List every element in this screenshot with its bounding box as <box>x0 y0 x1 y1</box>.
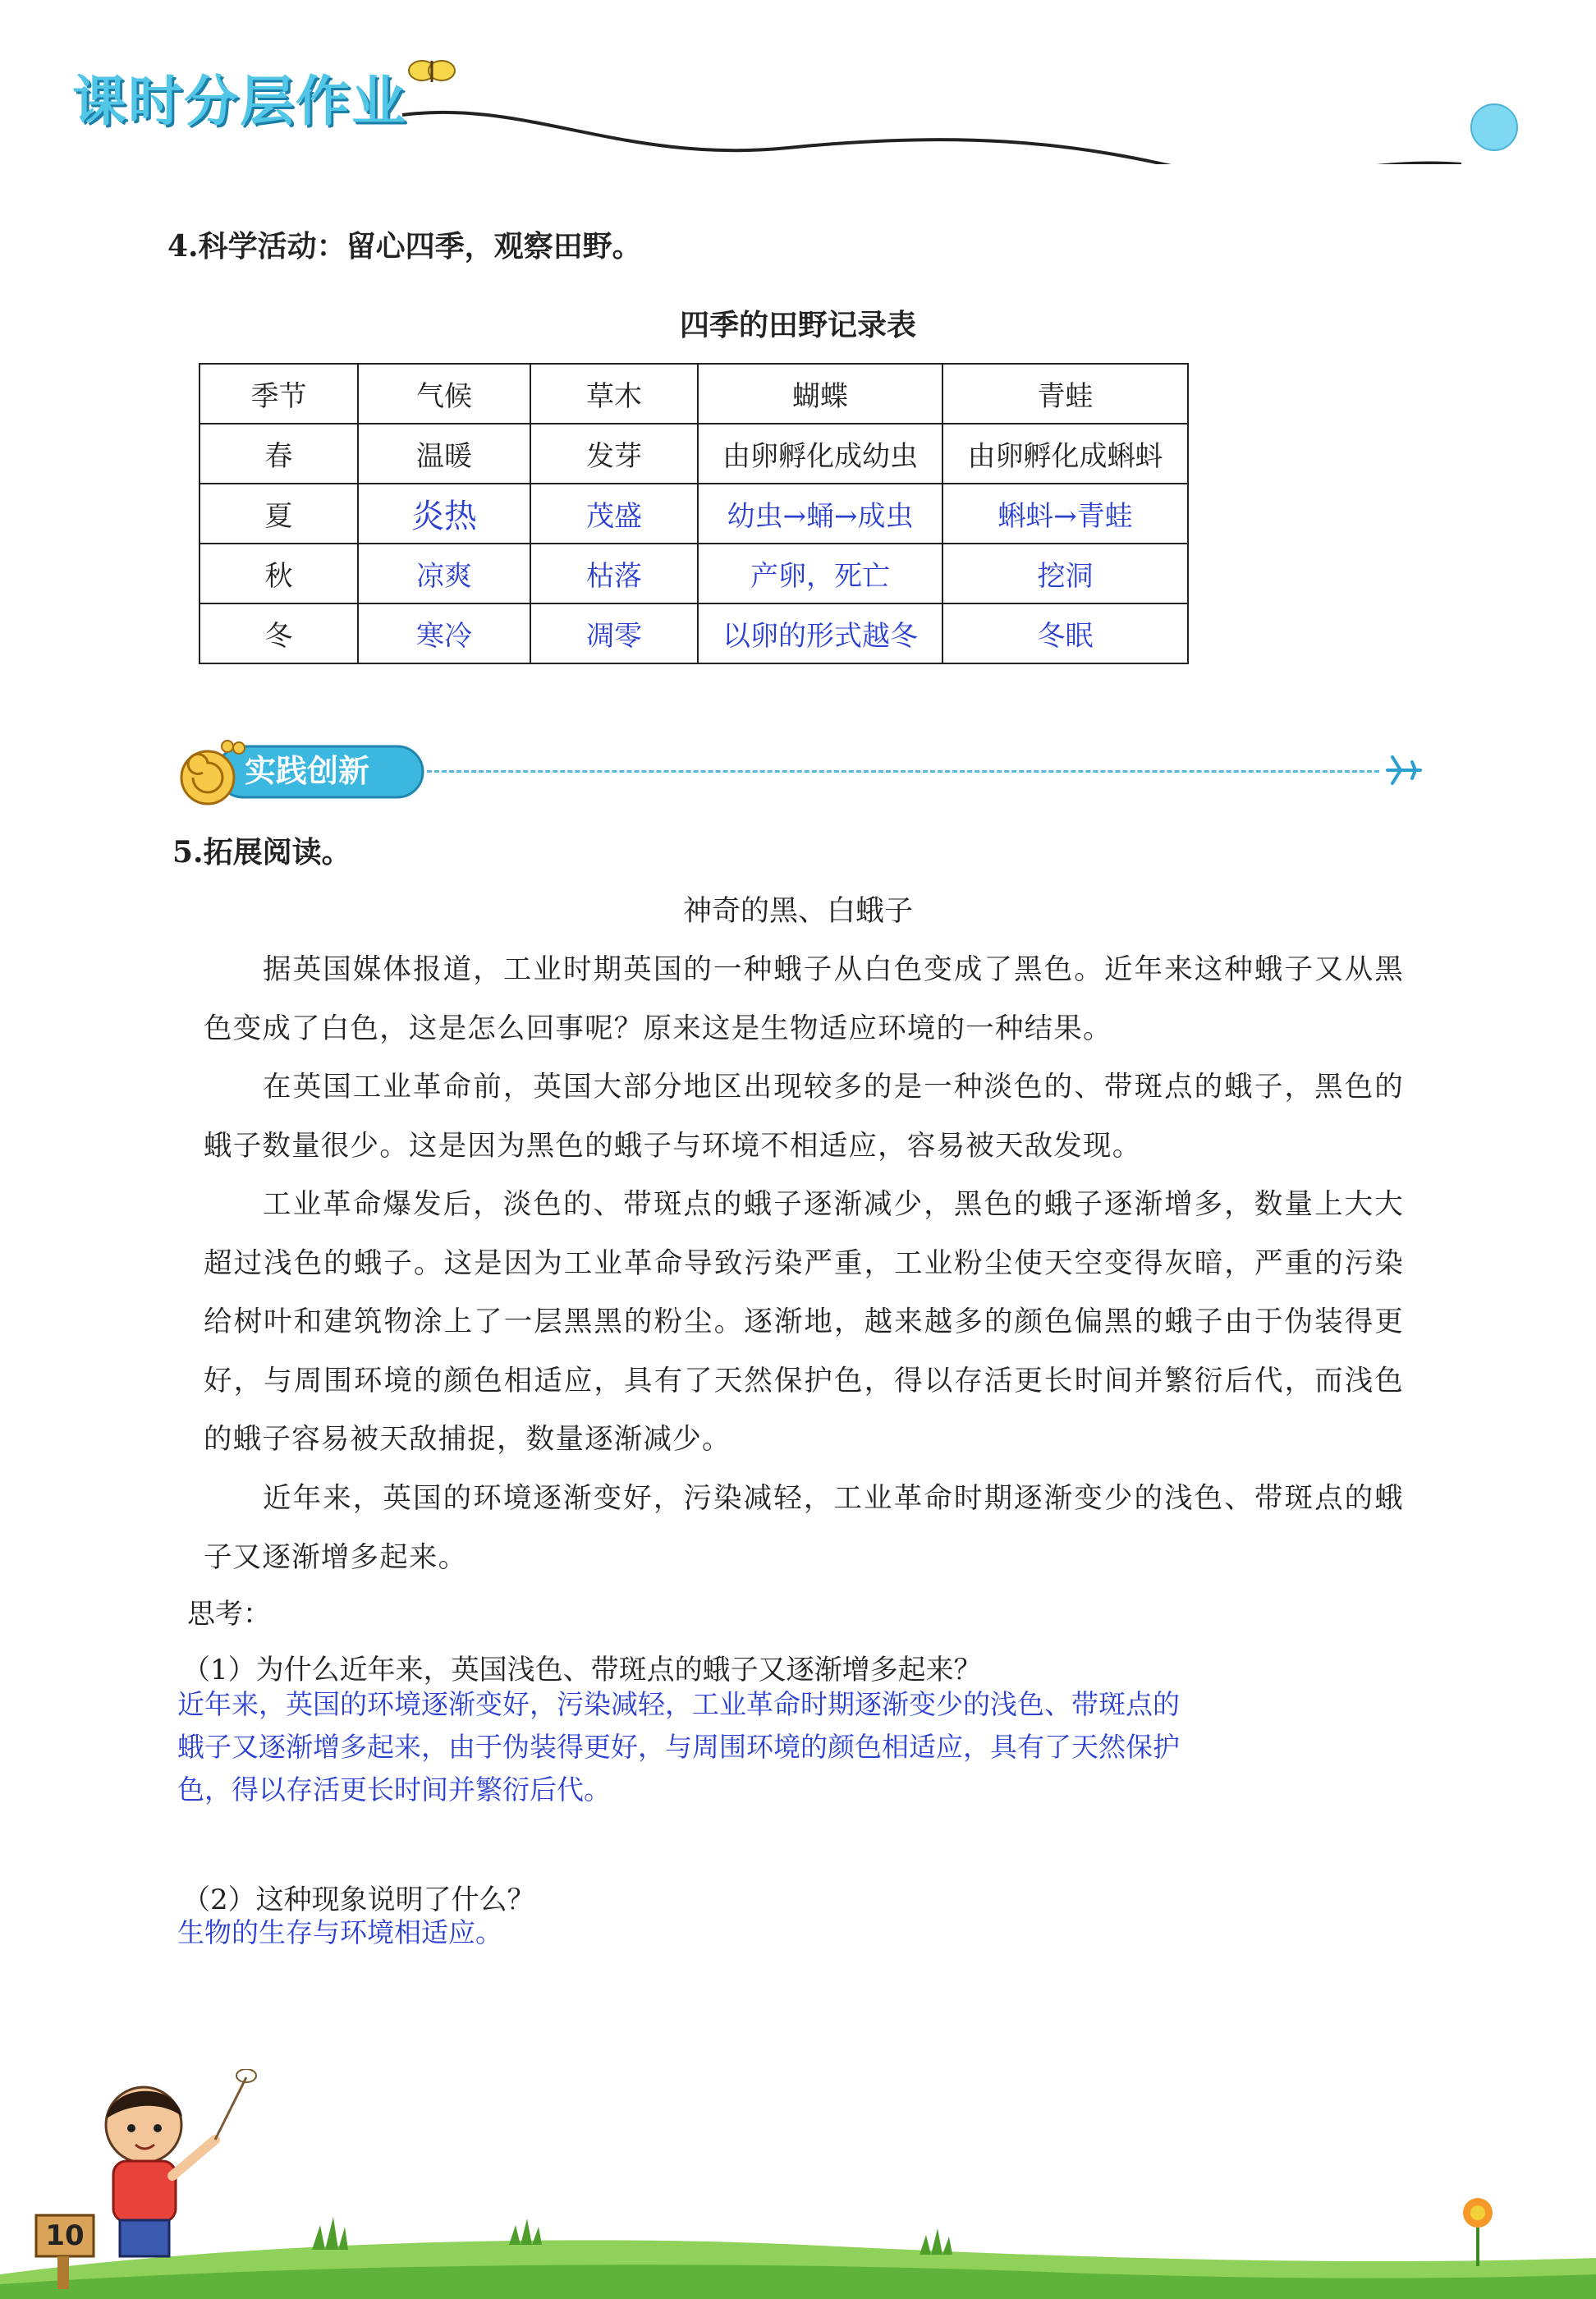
passage-paragraph: 工业革命爆发后，淡色的、带斑点的蛾子逐渐减少，黑色的蛾子逐渐增多，数量上大大超过浅色的蛾子。这是因为工业革命导致污染严重，工业粉尘使天空变得灰暗，严重的污染给树叶和建筑物涂上了一层黑黑的粉尘。逐渐地，越来越多的颜色偏黑的蛾子由于伪装得更好，与周围环境的颜色相适应，具有了天然保护色，得以存活更长时间并繁衍后代，而浅色的蛾子容易被天敌捕捉，数量逐渐减少。 <box>204 1188 1404 1456</box>
table-header: 蝴蝶 <box>698 364 942 424</box>
butterfly-answer: 以卵的形式越冬 <box>698 603 942 663</box>
answer-2: 生物的生存与环境相适应。 <box>177 1916 502 1948</box>
question-4-title: 4.科学活动：留心四季，观察田野。 <box>167 229 642 264</box>
frog-answer: 蝌蚪→青蛙 <box>942 484 1188 544</box>
question-5-title: 5.拓展阅读。 <box>172 835 351 870</box>
frog-cell: 由卵孵化成蝌蚪 <box>942 424 1188 484</box>
passage-paragraph: 据英国媒体报道，工业时期英国的一种蛾子从白色变成了黑色。近年来这种蛾子又从黑色变成了白色，这是怎么回事呢？原来这是生物适应环境的一种结果。 <box>204 953 1404 1045</box>
climate-answer: 凉爽 <box>358 544 530 603</box>
passage-title: 神奇的黑、白蛾子 <box>682 895 913 928</box>
frog-answer: 挖洞 <box>942 544 1188 603</box>
butterfly-icon <box>404 53 461 89</box>
plants-cell: 发芽 <box>530 424 698 484</box>
header-title: 课时分层作业 <box>72 70 407 133</box>
season-cell: 春 <box>200 424 358 484</box>
boy-illustration <box>106 2069 256 2256</box>
season-cell: 冬 <box>200 603 358 663</box>
plants-answer: 茂盛 <box>530 484 698 544</box>
table-header: 青蛙 <box>942 364 1188 424</box>
butterfly-answer: 幼虫→蛹→成虫 <box>698 484 942 544</box>
practice-section-label: 实践创新 <box>245 753 370 789</box>
passage-paragraph: 近年来，英国的环境逐渐变好，污染减轻，工业革命时期逐渐变少的浅色、带斑点的蛾子又逐渐增多起来。 <box>204 1482 1404 1574</box>
table-row <box>200 544 1188 603</box>
question-2: （2）这种现象说明了什么？ <box>182 1884 535 1916</box>
passage-paragraph: 在英国工业革命前，英国大部分地区出现较多的是一种淡色的、带斑点的蛾子，黑色的蛾子数量很少。这是因为黑色的蛾子与环境不相适应，容易被天敌发现。 <box>204 1071 1404 1163</box>
think-label: 思考： <box>187 1598 271 1631</box>
bottom-scene-illustration <box>0 2069 1596 2299</box>
butterfly-cell: 由卵孵化成幼虫 <box>698 424 942 484</box>
climate-answer: 炎热 <box>358 484 530 544</box>
table-header: 草木 <box>530 364 698 424</box>
table-header: 气候 <box>358 364 530 424</box>
season-cell: 秋 <box>200 544 358 603</box>
seasons-record-table <box>199 363 1189 664</box>
table-row <box>200 484 1188 544</box>
table-row <box>200 424 1188 484</box>
table-header-row <box>200 364 1188 424</box>
table-caption: 四季的田野记录表 <box>679 308 916 342</box>
climate-answer: 寒冷 <box>358 603 530 663</box>
plants-answer: 凋零 <box>530 603 698 663</box>
section-divider <box>427 770 1379 773</box>
climate-cell: 温暖 <box>358 424 530 484</box>
table-row <box>200 603 1188 663</box>
flower-icon <box>1463 2198 1493 2266</box>
frog-answer: 冬眠 <box>942 603 1188 663</box>
question-1: （1）为什么近年来，英国浅色、带斑点的蛾子又逐渐增多起来？ <box>182 1654 982 1686</box>
answer-1: 近年来，英国的环境逐渐变好，污染减轻，工业革命时期逐渐变少的浅色、带斑点的蛾子又逐渐增多起来，由于伪装得更好，与周围环境的颜色相适应，具有了天然保护色，得以存活更长时间并繁衍后代。 <box>177 1688 1180 1806</box>
paper-plane-icon <box>1384 752 1424 788</box>
table-header: 季节 <box>200 364 358 424</box>
plants-answer: 枯落 <box>530 544 698 603</box>
season-cell: 夏 <box>200 484 358 544</box>
page-number: 10 <box>45 2219 85 2252</box>
butterfly-answer: 产卵，死亡 <box>698 544 942 603</box>
